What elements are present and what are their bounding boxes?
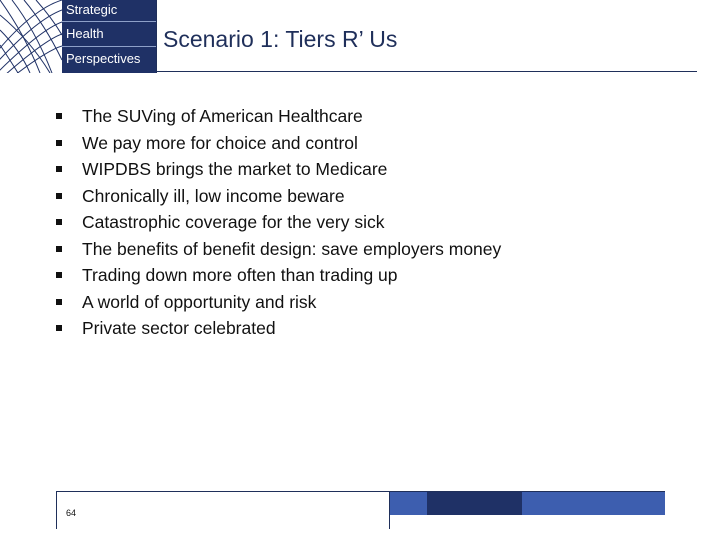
bullet-text: WIPDBS brings the market to Medicare	[82, 159, 388, 179]
bullet-square-icon	[56, 113, 62, 119]
bullet-square-icon	[56, 325, 62, 331]
bullet-square-icon	[56, 246, 62, 252]
bullet-square-icon	[56, 193, 62, 199]
logo-text-panel	[62, 0, 156, 73]
logo	[0, 0, 157, 73]
title-underline	[156, 71, 697, 72]
logo-word-strategic: Strategic	[66, 2, 118, 17]
bullet-text: We pay more for choice and control	[82, 132, 358, 153]
bullet-square-icon	[56, 272, 62, 278]
globe-grid-icon	[0, 0, 62, 73]
footer-accent-bar	[522, 492, 665, 515]
logo-word-health: Health	[66, 26, 104, 41]
logo-word-perspectives: Perspectives	[66, 51, 141, 66]
logo-divider	[62, 21, 156, 22]
bullet-text: Trading down more often than trading up	[82, 265, 398, 285]
bullet-text: Chronically ill, low income beware	[82, 185, 345, 206]
bullet-square-icon	[56, 166, 62, 172]
bullet-text: The SUVing of American Healthcare	[82, 106, 363, 126]
bullet-square-icon	[56, 219, 62, 225]
footer-left-edge	[56, 491, 57, 529]
footer-accent-bar	[427, 492, 522, 515]
bullet-text: The benefits of benefit design: save employers money	[82, 238, 502, 259]
bullet-square-icon	[56, 299, 62, 305]
bullet-square-icon	[56, 140, 62, 146]
footer-accent-bar	[390, 492, 427, 515]
logo-divider	[62, 46, 156, 47]
bullet-text: A world of opportunity and risk	[82, 291, 317, 312]
bullet-text: Private sector celebrated	[82, 318, 276, 338]
slide-title: Scenario 1: Tiers R’ Us	[163, 26, 398, 52]
bullet-text: Catastrophic coverage for the very sick	[82, 212, 385, 232]
page-number: 64	[66, 508, 77, 518]
